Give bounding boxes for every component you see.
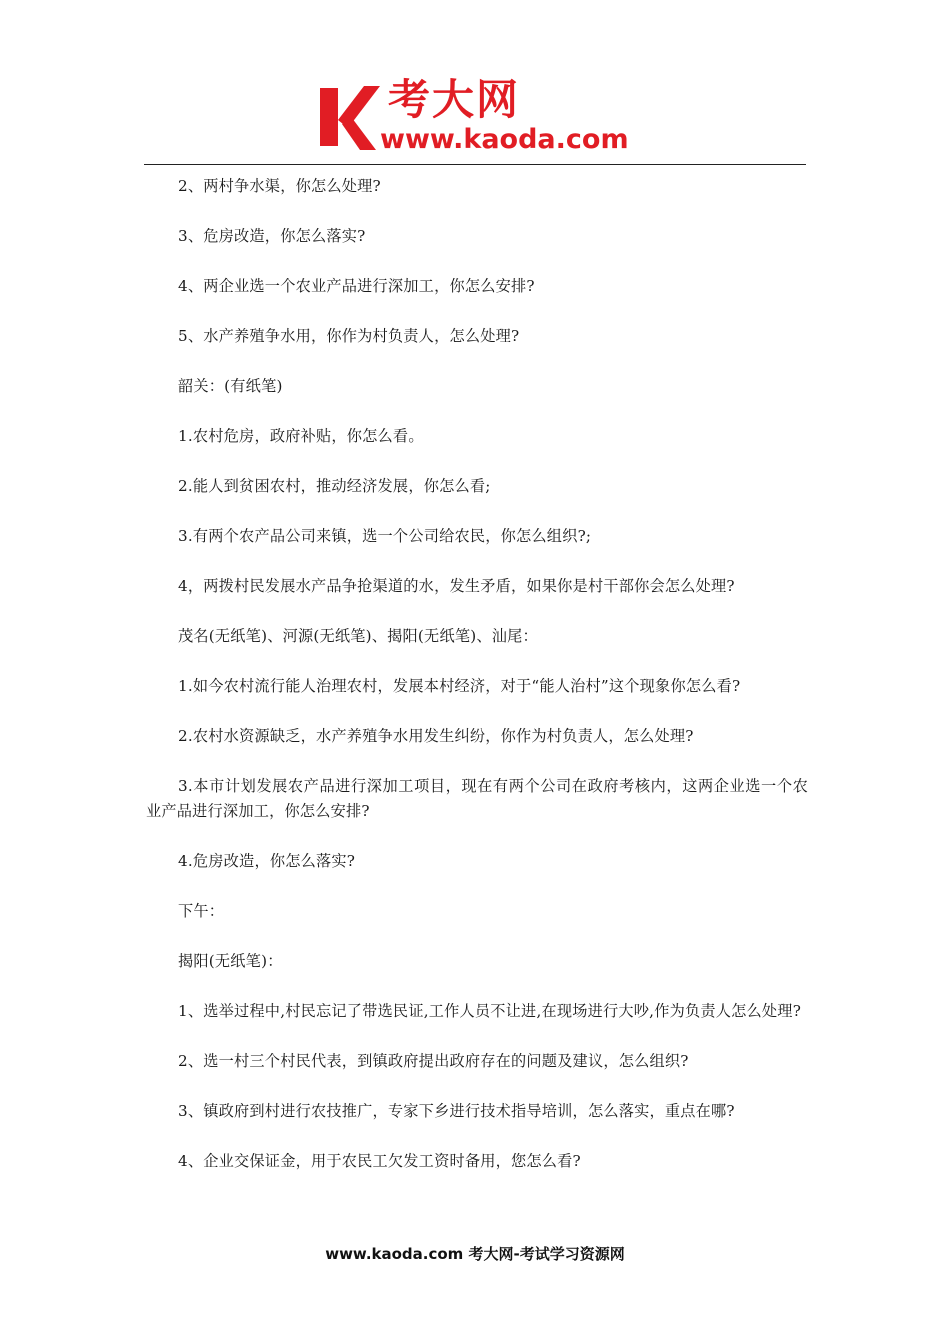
paragraph: 3.有两个农产品公司来镇，选一个公司给农民，你怎么组织?; <box>178 527 592 545</box>
logo-url: www.kaoda.com <box>380 124 629 155</box>
paragraph: 1.如今农村流行能人治理农村，发展本村经济，对于“能人治村”这个现象你怎么看? <box>178 677 741 695</box>
logo-brand-name: 考大网 <box>388 75 521 124</box>
header-divider <box>144 164 806 165</box>
paragraph: 4、企业交保证金，用于农民工欠发工资时备用，您怎么看? <box>178 1152 581 1170</box>
site-logo[interactable] <box>318 75 638 160</box>
paragraph: 2.农村水资源缺乏，水产养殖争水用发生纠纷，你作为村负责人，怎么处理? <box>178 727 694 745</box>
paragraph: 2.能人到贫困农村，推动经济发展，你怎么看; <box>178 477 491 495</box>
paragraph: 3.本市计划发展农产品进行深加工项目，现在有两个公司在政府考核内，这两企业选一个农业产品进行深加工，你怎么安排? <box>146 777 808 820</box>
section-heading: 下午： <box>178 902 225 920</box>
k-logo-icon <box>318 80 380 154</box>
paragraph: 1.农村危房，政府补贴，你怎么看。 <box>178 427 424 445</box>
paragraph: 1、选举过程中,村民忘记了带选民证,工作人员不让进,在现场进行大吵,作为负责人怎么处理? <box>178 1002 802 1020</box>
paragraph: 2、选一村三个村民代表，到镇政府提出政府存在的问题及建议，怎么组织? <box>178 1052 689 1070</box>
paragraph: 4、两企业选一个农业产品进行深加工，你怎么安排? <box>178 277 535 295</box>
section-heading: 茂名(无纸笔)、河源(无纸笔)、揭阳(无纸笔)、汕尾： <box>178 627 538 645</box>
document-body <box>146 174 808 1174</box>
paragraph: 3、镇政府到村进行农技推广，专家下乡进行技术指导培训，怎么落实，重点在哪? <box>178 1102 735 1120</box>
page-footer: www.kaoda.com 考大网-考试学习资源网 <box>325 1245 625 1263</box>
section-heading: 韶关：(有纸笔) <box>178 377 283 395</box>
paragraph: 4，两拨村民发展水产品争抢渠道的水，发生矛盾，如果你是村干部你会怎么处理? <box>178 577 735 595</box>
paragraph: 4.危房改造，你怎么落实? <box>178 852 356 870</box>
paragraph: 2、两村争水渠，你怎么处理? <box>178 177 381 195</box>
paragraph: 5、水产养殖争水用，你作为村负责人，怎么处理? <box>178 327 520 345</box>
paragraph: 3、危房改造，你怎么落实? <box>178 227 366 245</box>
section-heading: 揭阳(无纸笔)： <box>178 952 283 970</box>
